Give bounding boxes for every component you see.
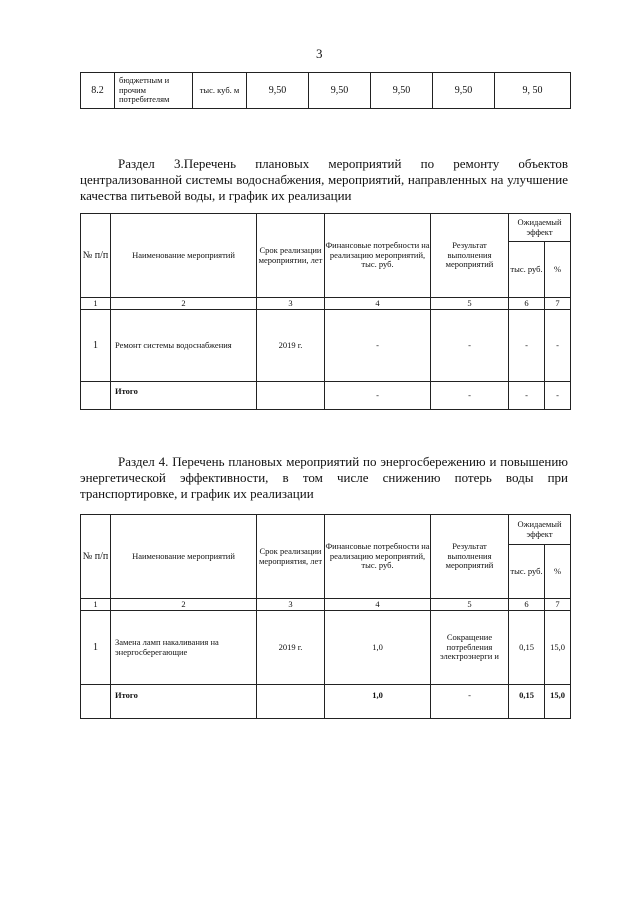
table-row bbox=[81, 73, 571, 109]
section4-heading: Раздел 4. Перечень плановых мероприятий по энергосбережению и повышению энергетической эффективности, в том числе снижению потерь воды при транспортировке, и график их реализации bbox=[80, 454, 568, 501]
column-number: 1 bbox=[81, 298, 111, 310]
top-table bbox=[80, 72, 571, 109]
row-number: 1 bbox=[81, 611, 111, 685]
row-result: Сокращение потребления электроэнерги и bbox=[431, 611, 509, 685]
row-effect-value: - bbox=[509, 310, 545, 382]
row-name: бюджетным и прочим потребителям bbox=[115, 73, 193, 109]
column-numbers-row bbox=[81, 298, 571, 310]
row-unit: тыс. куб. м bbox=[193, 73, 247, 109]
header-effect: Ожидаемый эффект bbox=[509, 515, 571, 545]
table-row bbox=[81, 310, 571, 382]
row-effect-percent: 15,0 bbox=[545, 611, 571, 685]
column-number: 3 bbox=[257, 298, 325, 310]
row-number: 1 bbox=[81, 310, 111, 382]
header-result: Результат выполнения мероприятий bbox=[431, 515, 509, 599]
row-value: 9,50 bbox=[247, 73, 309, 109]
total-label: Итого bbox=[111, 382, 257, 410]
column-number: 4 bbox=[325, 298, 431, 310]
row-result: - bbox=[431, 310, 509, 382]
row-value: 9,50 bbox=[371, 73, 433, 109]
header-name: Наименование мероприятий bbox=[111, 214, 257, 298]
row-number: 8.2 bbox=[81, 73, 115, 109]
page-number: 3 bbox=[316, 46, 323, 61]
header-term: Срок реализации мероприятии, лет bbox=[257, 214, 325, 298]
total-effect-value: 0,15 bbox=[509, 685, 545, 719]
header-finance: Финансовые потребности на реализацию мероприятий, тыс. руб. bbox=[325, 515, 431, 599]
column-number: 5 bbox=[431, 298, 509, 310]
header-name: Наименование мероприятий bbox=[111, 515, 257, 599]
column-number: 7 bbox=[545, 599, 571, 611]
total-effect-percent: 15,0 bbox=[545, 685, 571, 719]
header-term: Срок реализации мероприятия, лет bbox=[257, 515, 325, 599]
column-number: 1 bbox=[81, 599, 111, 611]
header-num: № п/п bbox=[81, 515, 111, 599]
column-number: 2 bbox=[111, 599, 257, 611]
row-finance: - bbox=[325, 310, 431, 382]
header-effect-unit: % bbox=[545, 545, 571, 599]
row-term: 2019 г. bbox=[257, 310, 325, 382]
header-row bbox=[81, 214, 571, 242]
total-result: - bbox=[431, 382, 509, 410]
column-number: 2 bbox=[111, 298, 257, 310]
total-effect-percent: - bbox=[545, 382, 571, 410]
section3-table bbox=[80, 213, 571, 410]
column-number: 5 bbox=[431, 599, 509, 611]
header-result: Результат выполнения мероприятий bbox=[431, 214, 509, 298]
total-label: Итого bbox=[111, 685, 257, 719]
column-number: 6 bbox=[509, 298, 545, 310]
header-finance: Финансовые потребности на реализацию мероприятий, тыс. руб. bbox=[325, 214, 431, 298]
row-effect-value: 0,15 bbox=[509, 611, 545, 685]
row-effect-percent: - bbox=[545, 310, 571, 382]
total-row bbox=[81, 685, 571, 719]
row-name: Ремонт системы водоснабжения bbox=[111, 310, 257, 382]
header-num: № п/п bbox=[81, 214, 111, 298]
total-row bbox=[81, 382, 571, 410]
row-value: 9,50 bbox=[309, 73, 371, 109]
table-row bbox=[81, 611, 571, 685]
header-effect-unit: тыс. руб. bbox=[509, 545, 545, 599]
total-effect-value: - bbox=[509, 382, 545, 410]
row-name: Замена ламп накаливания на энергосберегающие bbox=[111, 611, 257, 685]
column-number: 3 bbox=[257, 599, 325, 611]
total-finance: - bbox=[325, 382, 431, 410]
column-number: 4 bbox=[325, 599, 431, 611]
section3-heading: Раздел 3.Перечень плановых мероприятий по ремонту объектов централизованной системы водоснабжения, мероприятий, направленных на улучшение качества питьевой воды, и график их реализации bbox=[80, 156, 568, 203]
total-finance: 1,0 bbox=[325, 685, 431, 719]
row-term: 2019 г. bbox=[257, 611, 325, 685]
section4-table bbox=[80, 514, 571, 719]
column-number: 6 bbox=[509, 599, 545, 611]
row-value: 9,50 bbox=[433, 73, 495, 109]
column-number: 7 bbox=[545, 298, 571, 310]
row-value: 9, 50 bbox=[495, 73, 571, 109]
header-effect-unit: тыс. руб. bbox=[509, 242, 545, 298]
total-result: - bbox=[431, 685, 509, 719]
column-numbers-row bbox=[81, 599, 571, 611]
header-effect: Ожидаемый эффект bbox=[509, 214, 571, 242]
header-effect-unit: % bbox=[545, 242, 571, 298]
header-row bbox=[81, 515, 571, 545]
row-finance: 1,0 bbox=[325, 611, 431, 685]
